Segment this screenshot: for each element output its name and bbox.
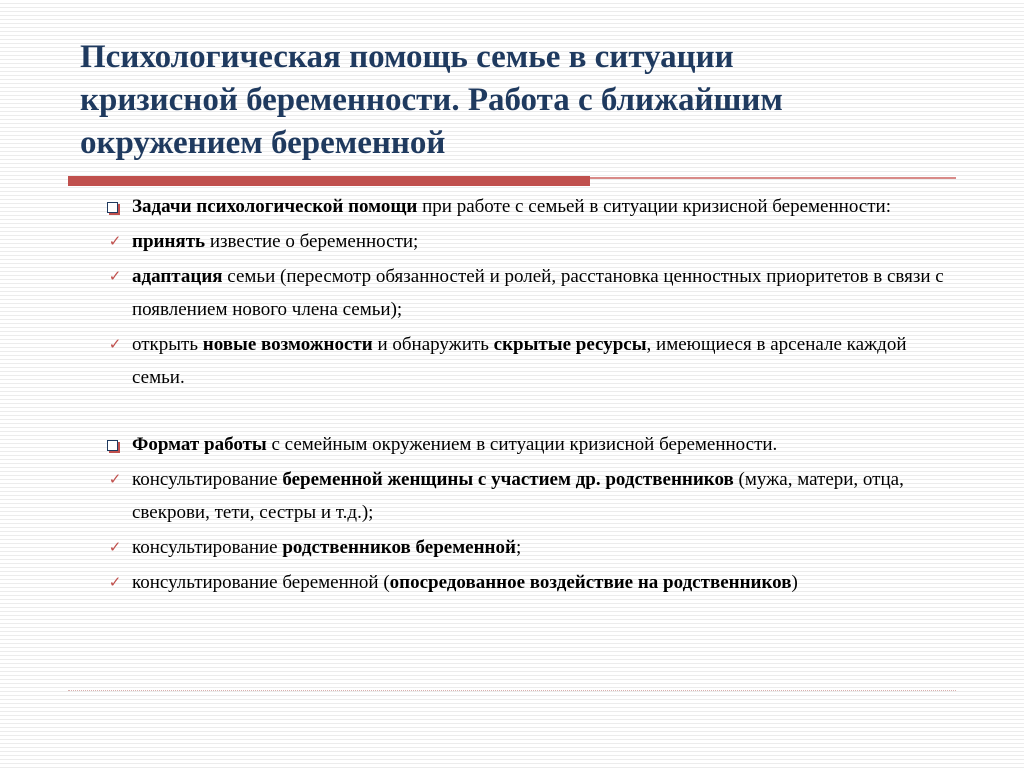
title-line-1: Психологическая помощь семье в ситуации [80,39,734,75]
checkmark-icon: ✓ [108,232,122,250]
title-line-2: кризисной беременности. Работа с ближайшим [80,82,783,118]
section-header-bold: Задачи психологической помощи [132,196,418,217]
item-text: открыть [132,334,203,355]
item-text: семьи (пересмотр обязанностей и ролей, расстановка ценностных приоритетов в связи с появлением нового члена семьи); [132,266,944,320]
item-bold: опосредованное воздействие на родственников [389,572,792,593]
checkmark-icon: ✓ [108,335,122,353]
title-divider-line [590,177,956,179]
checkmark-icon: ✓ [108,538,122,556]
item-bold: принять [132,231,206,252]
item-text: известие о беременности; [205,231,419,252]
section-header-tasks [96,190,956,223]
item-bold: беременной женщины с участием др. родственников [282,469,734,490]
item-bold: новые возможности [202,334,373,355]
section-header-bold: Формат работы [132,434,267,455]
item-bold: скрытые ресурсы [493,334,647,355]
item-text: , имеющиеся в арсенале каждой семьи. [132,334,907,388]
section-header-text: с семейным окружением в ситуации кризисной беременности. [266,434,778,455]
item-text: консультирование [132,469,283,490]
list-item [96,225,956,258]
checkmark-icon: ✓ [108,267,122,285]
checkmark-icon: ✓ [108,573,122,591]
section-header-text: при работе с семьей в ситуации кризисной беременности: [417,196,891,217]
title-accent-bar [68,176,590,186]
list-item [96,531,956,564]
footer-divider-line [68,690,956,691]
list-item [96,566,956,599]
list-item [96,328,956,394]
item-text: ) [791,572,798,593]
list-item [96,463,956,529]
title-line-3: окружением беременной [80,125,446,161]
square-bullet-icon [104,190,126,223]
slide-content [96,190,956,599]
item-bold: родственников беременной [282,537,516,558]
item-bold: адаптация [132,266,223,287]
square-bullet-icon [104,428,126,461]
item-text: ; [515,537,522,558]
item-text: и обнаружить [372,334,494,355]
section-header-format [96,428,956,461]
item-text: консультирование беременной ( [132,572,390,593]
checkmark-icon: ✓ [108,470,122,488]
item-text: (мужа, матери, отца, свекрови, тети, сестры и т.д.); [132,469,904,523]
list-item [96,260,956,326]
slide-title [80,36,960,165]
item-text: консультирование [132,537,283,558]
